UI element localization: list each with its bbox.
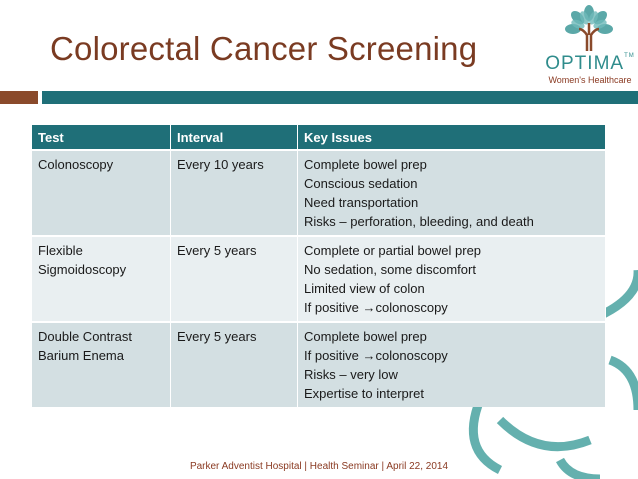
cell-test: Flexible Sigmoidoscopy — [32, 236, 171, 322]
table-row — [32, 150, 606, 236]
header-test: Test — [32, 125, 171, 150]
cell-interval: Every 5 years — [171, 322, 298, 407]
title-rule-left — [0, 91, 38, 104]
header-interval: Interval — [171, 125, 298, 150]
table-header-row — [32, 125, 606, 150]
cell-interval: Every 5 years — [171, 236, 298, 322]
logo-subtitle: Women's Healthcare — [548, 75, 632, 85]
slide-footer: Parker Adventist Hospital | Health Seminar | April 22, 2014 — [189, 461, 449, 472]
cell-interval: Every 10 years — [171, 150, 298, 236]
optima-logo — [540, 5, 635, 87]
cell-key-issues: Complete bowel prep If positive →colonoscopy Risks – very low Expertise to interpret — [298, 322, 606, 407]
cell-test: Colonoscopy — [32, 150, 171, 236]
tree-of-life-icon — [565, 5, 613, 53]
table-row — [32, 322, 606, 407]
cell-test: Double Contrast Barium Enema — [32, 322, 171, 407]
table-row — [32, 236, 606, 322]
logo-wordmark: OPTIMA™ — [545, 53, 635, 74]
header-key-issues: Key Issues — [298, 125, 606, 150]
title-rule-right — [42, 91, 638, 104]
slide-title: Colorectal Cancer Screening — [50, 30, 478, 67]
screening-table — [32, 125, 606, 407]
cell-key-issues: Complete bowel prep Conscious sedation Need transportation Risks – perforation, bleeding, and death — [298, 150, 606, 236]
cell-key-issues: Complete or partial bowel prep No sedation, some discomfort Limited view of colon If positive →colonoscopy — [298, 236, 606, 322]
